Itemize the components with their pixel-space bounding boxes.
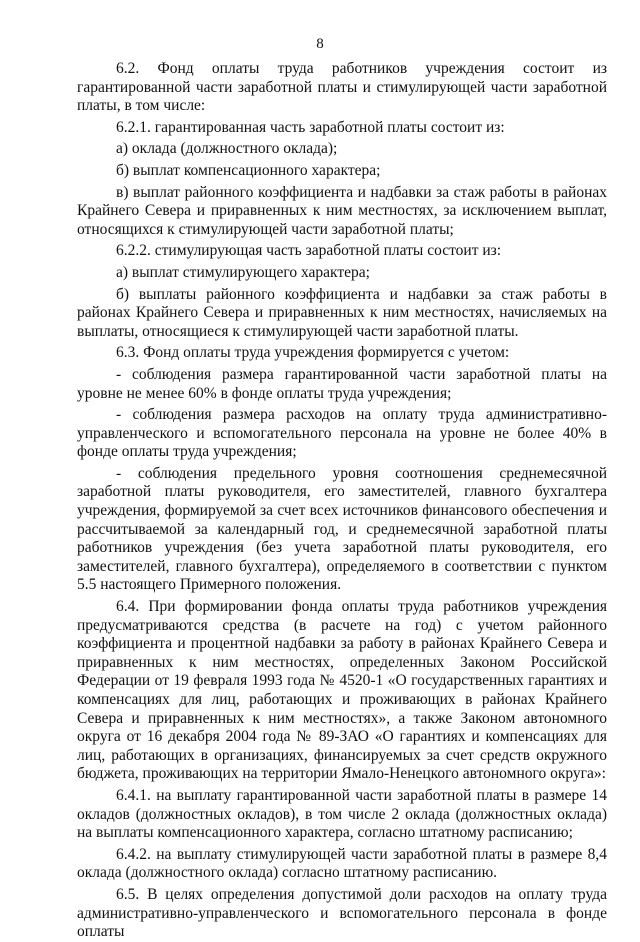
paragraph: 6.2.1. гарантированная часть заработной платы состоит из:	[116, 118, 505, 136]
paragraph: 6.2.2. стимулирующая часть заработной платы состоит из:	[116, 242, 502, 260]
paragraph: 6.4.1. на выплату гарантированной части заработной платы в размере 14 окладов (должностных окладов), в том числе 2 оклада (должностных оклада) на выплаты компенсационного характера, согласно штатному расписанию;	[77, 786, 607, 842]
paragraph: 6.5. В целях определения допустимой доли расходов на оплату труда административно-управленческого и вспомогательного персонала в фонде оплаты	[77, 885, 607, 941]
paragraph: б) выплат компенсационного характера;	[116, 161, 381, 179]
paragraph: 6.4.2. на выплату стимулирующей части заработной платы в размере 8,4 оклада (должностного оклада) согласно штатному расписанию.	[77, 845, 607, 882]
paragraph: - соблюдения размера гарантированной части заработной платы на уровне не менее 60% в фонде оплаты труда учреждения;	[77, 365, 607, 402]
paragraph: - соблюдения размера расходов на оплату труда административно-управленческого и вспомогательного персонала на уровне не более 40% в фонде оплаты труда учреждения;	[77, 406, 607, 461]
paragraph: 6.4. При формировании фонда оплаты труда работников учреждения предусматриваются средства (в расчете на год) с учетом районного коэффициента и процентной надбавки за работу в районах Крайнего Севера и приравненных к ним местностях, определенных Законом Российской Федерации от 19 февраля 1993 года № 4520-1 «О государственных гарантиях и компенсациях для лиц, работающих и проживающих в районах Крайнего Севера и приравненных к ним местностях», а также Законом автономного округа от 16 декабря 2004 года № 89-ЗАО «О гарантиях и компенсациях для лиц, работающих в организациях, финансируемых за счет средств окружного бюджета, проживающих на территории Ямало-Ненецкого автономного округа»:	[77, 598, 607, 783]
document-body	[77, 60, 607, 942]
paragraph: а) выплат стимулирующего характера;	[116, 263, 370, 281]
paragraph: б) выплаты районного коэффициента и надбавки за стаж работы в районах Крайнего Севера и приравненных к ним местностях, начисляемых на выплаты, относящиеся к стимулирующей части заработной платы.	[77, 285, 607, 340]
paragraph: - соблюдения предельного уровня соотношения среднемесячной заработной платы руководителя, его заместителей, главного бухгалтера учреждения, формируемой за счет всех источников финансового обеспечения и рассчитываемой за календарный год, и среднемесячной заработной платы работников учреждения (без учета заработной платы руководителя, его заместителей, главного бухгалтера), определяемого в соответствии с пунктом 5.5 настоящего Примерного положения.	[77, 464, 607, 594]
paragraph: в) выплат районного коэффициента и надбавки за стаж работы в районах Крайнего Севера и приравненных к ним местностях, за исключением выплат, относящихся к стимулирующей части заработной платы;	[77, 183, 607, 238]
page-number: 8	[316, 36, 324, 52]
paragraph: а) оклада (должностного оклада);	[116, 140, 338, 158]
paragraph: 6.3. Фонд оплаты труда учреждения формируется с учетом:	[116, 344, 510, 362]
paragraph: 6.2. Фонд оплаты труда работников учреждения состоит из гарантированной части заработной платы и стимулирующей части заработной платы, в том числе:	[77, 60, 607, 115]
